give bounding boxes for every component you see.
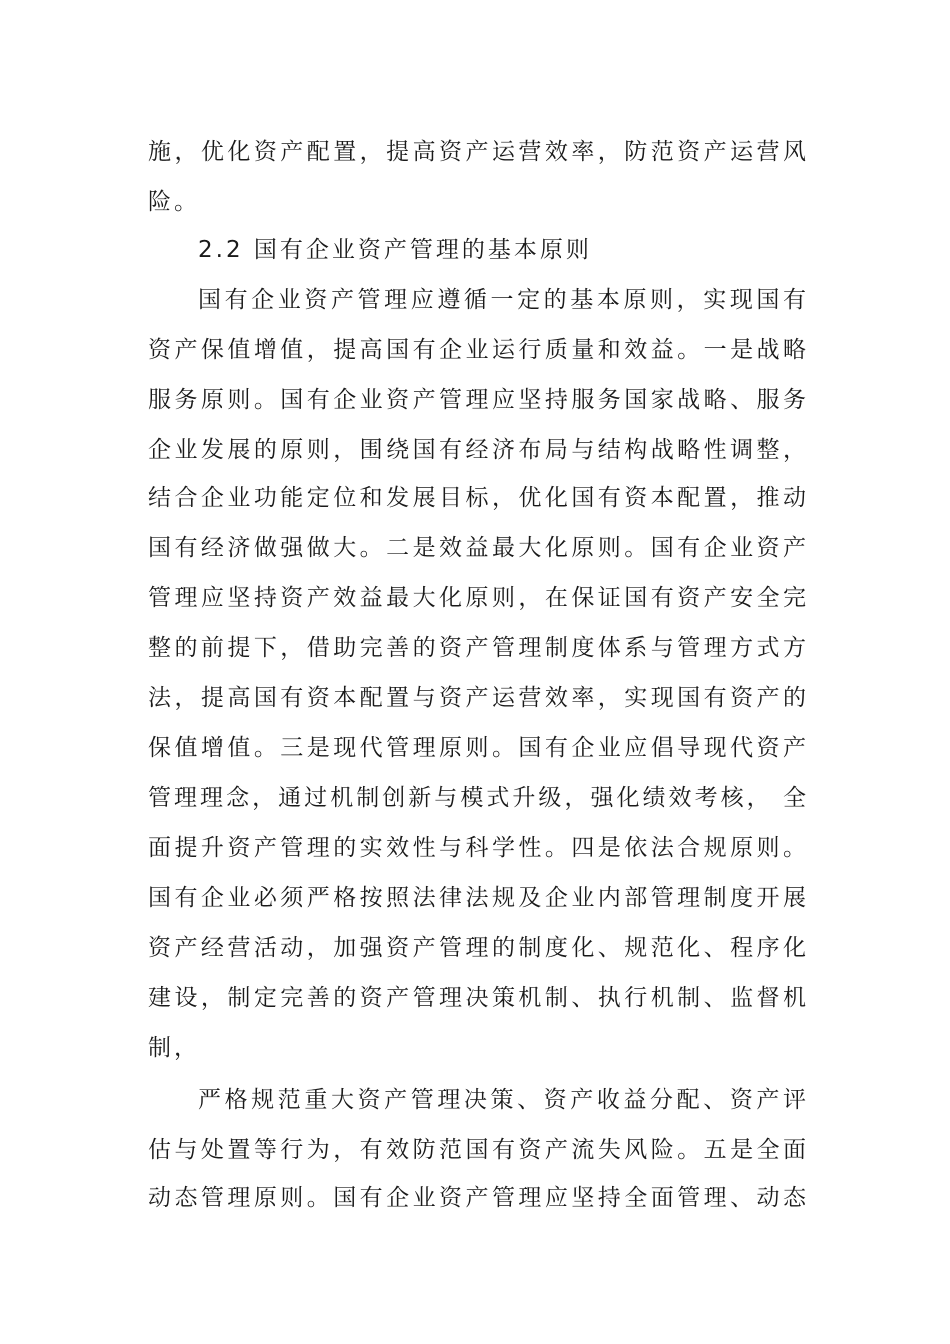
paragraph-line: 严格规范重大资产管理决策、资产收益分配、资产评 bbox=[198, 1087, 806, 1113]
paragraph-line: 企业发展的原则，围绕国有经济布局与结构战略性调整， bbox=[148, 437, 806, 463]
paragraph-line: 国有企业资产管理应遵循一定的基本原则，实现国有 bbox=[198, 287, 806, 313]
paragraph-line: 资产保值增值，提高国有企业运行质量和效益。一是战略 bbox=[148, 337, 806, 363]
paragraph-line: 管理理念，通过机制创新与模式升级，强化绩效考核， 全 bbox=[148, 785, 806, 811]
paragraph-line: 法，提高国有资本配置与资产运营效率，实现国有资产的 bbox=[148, 685, 806, 711]
paragraph-line: 制， bbox=[148, 1035, 200, 1061]
paragraph-line: 国有经济做强做大。二是效益最大化原则。国有企业资产 bbox=[148, 535, 806, 561]
paragraph-line: 施，优化资产配置，提高资产运营效率，防范资产运营风 bbox=[148, 139, 806, 165]
paragraph-line: 整的前提下，借助完善的资产管理制度体系与管理方式方 bbox=[148, 635, 806, 661]
paragraph-line: 动态管理原则。国有企业资产管理应坚持全面管理、动态 bbox=[148, 1185, 806, 1211]
paragraph-line: 保值增值。三是现代管理原则。国有企业应倡导现代资产 bbox=[148, 735, 806, 761]
paragraph-line: 结合企业功能定位和发展目标，优化国有资本配置，推动 bbox=[148, 485, 806, 511]
paragraph-line: 建设，制定完善的资产管理决策机制、执行机制、监督机 bbox=[148, 985, 806, 1011]
paragraph-line: 资产经营活动，加强资产管理的制度化、规范化、程序化 bbox=[148, 935, 806, 961]
paragraph-line: 管理应坚持资产效益最大化原则，在保证国有资产安全完 bbox=[148, 585, 806, 611]
section-heading: 2.2 国有企业资产管理的基本原则 bbox=[198, 237, 592, 263]
paragraph-line: 服务原则。国有企业资产管理应坚持服务国家战略、服务 bbox=[148, 387, 806, 413]
paragraph-line: 国有企业必须严格按照法律法规及企业内部管理制度开展 bbox=[148, 885, 806, 911]
paragraph-line: 估与处置等行为，有效防范国有资产流失风险。五是全面 bbox=[148, 1137, 806, 1163]
paragraph-line: 面提升资产管理的实效性与科学性。四是依法合规原则。 bbox=[148, 835, 806, 861]
paragraph-line: 险。 bbox=[148, 189, 200, 215]
